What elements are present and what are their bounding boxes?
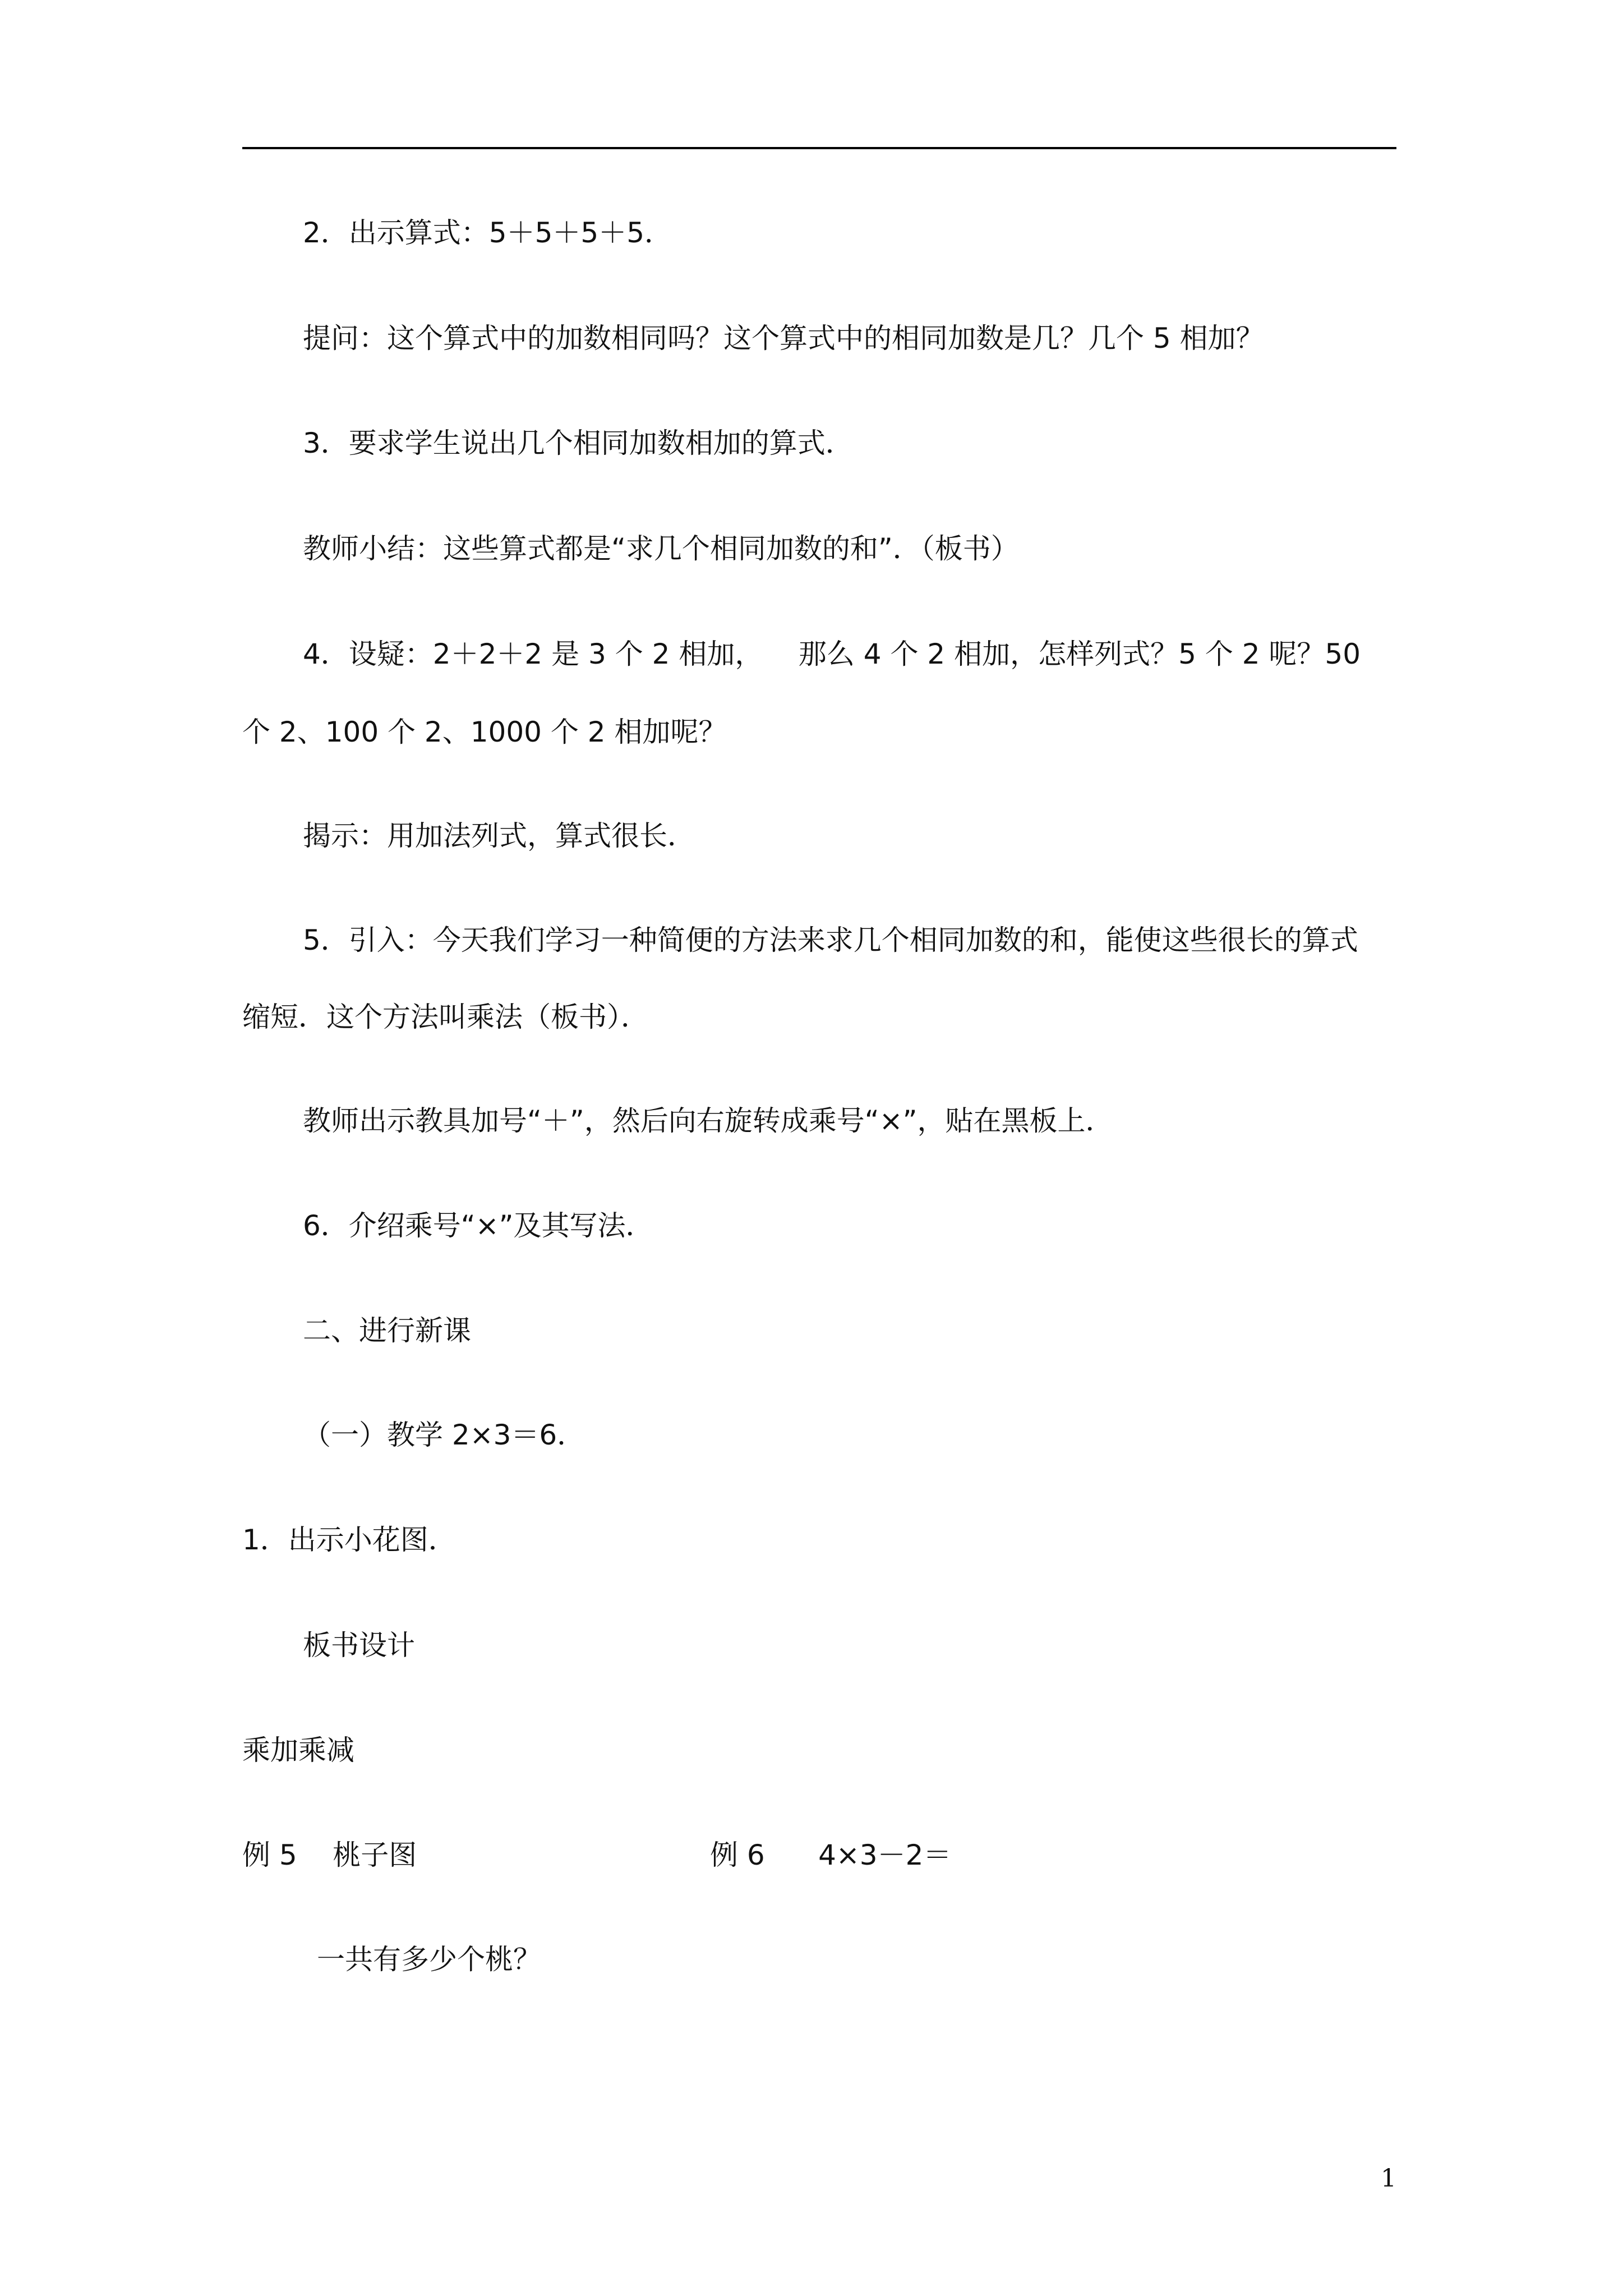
step-4-continuation: 个 2、100 个 2、1000 个 2 相加呢？ [242, 716, 727, 748]
header-rule [242, 147, 1396, 149]
step-3-line: 3．要求学生说出几个相同加数相加的算式． [303, 427, 854, 459]
step-2-expression: 2．出示算式：5＋5＋5＋5． [303, 217, 673, 249]
board-design-heading: 板书设计 [303, 1629, 415, 1662]
teacher-summary-line: 教师小结：这些算式都是“求几个相同加数的和”．（板书） [303, 532, 1019, 565]
question-line: 提问：这个算式中的加数相同吗？这个算式中的相同加数是几？几个 5 相加？ [303, 322, 1264, 355]
board-title: 乘加乘减 [242, 1734, 354, 1766]
step-6-line: 6．介绍乘号“×”及其写法． [303, 1209, 654, 1242]
peach-question: 一共有多少个桃？ [317, 1943, 541, 1976]
example-6-label: 例 6 4×3－2＝ [710, 1839, 952, 1871]
subsection-heading: （一）教学 2×3＝6． [303, 1419, 585, 1451]
reveal-line: 揭示：用加法列式，算式很长． [303, 820, 695, 852]
example-5-label: 例 5 桃子图 [242, 1839, 417, 1871]
step-5-continuation: 缩短．这个方法叫乘法（板书）． [242, 1001, 649, 1033]
step-5-line: 5．引入：今天我们学习一种简便的方法来求几个相同加数的和，能使这些很长的算式 [303, 924, 1358, 956]
step-1-flower-line: 1．出示小花图． [242, 1524, 457, 1556]
section-heading-new-lesson: 二、进行新课 [303, 1314, 471, 1347]
step-4-line: 4．设疑：2＋2＋2 是 3 个 2 相加， 那么 4 个 2 相加，怎样列式？5 个 2 呢？50 [303, 638, 1361, 670]
teacher-demo-line: 教师出示教具加号“＋”，然后向右旋转成乘号“×”，贴在黑板上． [303, 1105, 1114, 1137]
page-number: 1 [1381, 2164, 1396, 2193]
